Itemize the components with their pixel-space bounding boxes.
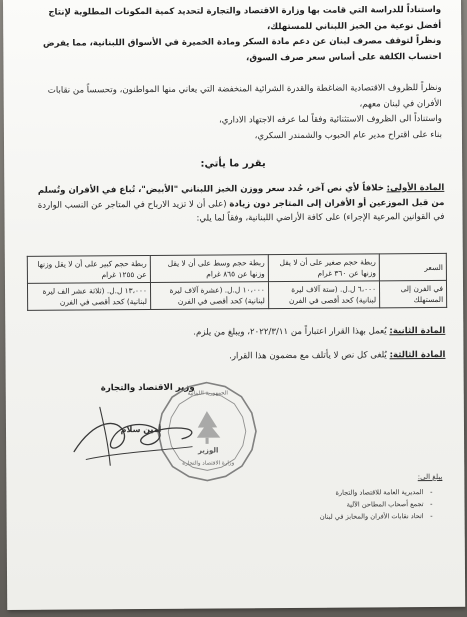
handwritten-signature <box>64 399 205 475</box>
article-1-label: المادة الأولى: <box>386 182 445 194</box>
table-header-cell: ربطة حجم كبير على أن لا يقل وزنها عن ١٢٥٥ غرام <box>27 255 150 283</box>
article-2-text: يُعمل بهذا القرار اعتباراً من ٢٠٢٢/٣/١١، ويبلغ من يلزم. <box>193 326 387 338</box>
table-cell: ١٠،٠٠٠ ل.ل. (عشرة آلاف ليرة لبنانية) كحد أقصى في الفرن <box>150 282 268 310</box>
list-item: - اتحاد نقابات الأفران والمخابز في لبنان <box>233 510 433 523</box>
table-header-row <box>27 253 446 283</box>
table-cell: في الفرن إلى المستهلك <box>379 280 446 307</box>
intro-block-2 <box>26 81 442 146</box>
table-header-cell: السعر <box>379 253 446 280</box>
stamp-bottom-text: وزارة الاقتصاد والتجارة <box>182 460 235 467</box>
intro-block-1 <box>25 3 441 68</box>
notify-title: يبلغ الى: <box>417 472 443 482</box>
decision-heading: يقرر ما يأتي: <box>200 158 266 170</box>
table-header-cell: ربطة حجم وسط على أن لا يقل وزنها عن ٨٦٥ غرام <box>150 255 268 283</box>
list-item: - تجمع أصحاب المطاحن الآلية <box>232 498 432 511</box>
intro-paragraph-3: ونظراً للظروف الاقتصادية الضاغطة والقدرة الشرائية المنخفضة التي يعاني منها المواطنون، وتحسساً من نقابات الأفران في لبنان معهم، <box>47 82 442 110</box>
article-2 <box>27 324 445 341</box>
table-row <box>27 280 446 310</box>
article-3-label: المادة الثالثة: <box>389 349 446 361</box>
signatory-title: وزير الاقتصاد والتجارة <box>100 382 195 394</box>
intro-paragraph-2: ونظراً لتوقف مصرف لبنان عن دعم مادة السكر ومادة الخميرة في الأسواق اللبنانية، مما يفرض احتساب الكلفة على أساس سعر صرف السوق، <box>43 35 442 63</box>
price-table <box>27 253 447 311</box>
table-cell: ٦،٠٠٠ ل.ل. (ستة آلاف ليرة لبنانية) كحد أقصى في الفرن <box>268 281 379 309</box>
article-1-text-bold: خلافاً لأي نص آخر، حُدد سعر ووزن الخبز اللبناني "الأبيض"، تُباع في الأفران وتُسلم من قبل الموزعين أو الأفران إلى المتاجر دون زيادة <box>37 183 445 209</box>
article-1 <box>26 181 444 227</box>
article-1-text: (على أن لا تزيد الارباح في المتاجر عن النسب الواردة في القوانين المرعية الإجراء) على كافة الأراضي اللبنانية، وفقاً لما يلي: <box>37 198 445 224</box>
stamp-center-text: الوزير <box>197 446 219 455</box>
stamp-top-text: الجمهورية اللبنانية <box>187 390 228 397</box>
signatory-name: أمين سلام <box>120 424 162 435</box>
intro-paragraph-1: واستناداً للدراسة التي قامت بها وزارة الاقتصاد والتجارة لتحديد كمية المكونات المطلوبة لإنتاج أفضل نوعية من الخبز اللبناني للمستهلك، <box>48 4 442 32</box>
intro-paragraph-4: واستناداً الى الظروف الاستثنائية وفقاً لما عرفه الاجتهاد الاداري، <box>218 113 442 126</box>
notify-list <box>232 486 432 523</box>
table-cell: ١٣،٠٠٠ ل.ل. (ثلاثة عشر الف ليرة لبنانية) كحد أقصى في الفرن <box>27 282 150 310</box>
article-3 <box>27 348 445 365</box>
article-3-text: يُلغى كل نص لا يأتلف مع مضمون هذا القرار. <box>229 350 387 362</box>
document-page <box>3 0 465 610</box>
list-item: - المديرية العامة للاقتصاد والتجارة <box>232 486 432 499</box>
table-header-cell: ربطة حجم صغير على أن لا يقل وزنها عن ٣٦٠ غرام <box>268 254 379 282</box>
intro-paragraph-5: بناء على اقتراح مدير عام الحبوب والشمندر السكري، <box>254 129 442 141</box>
article-2-label: المادة الثانية: <box>389 325 446 337</box>
